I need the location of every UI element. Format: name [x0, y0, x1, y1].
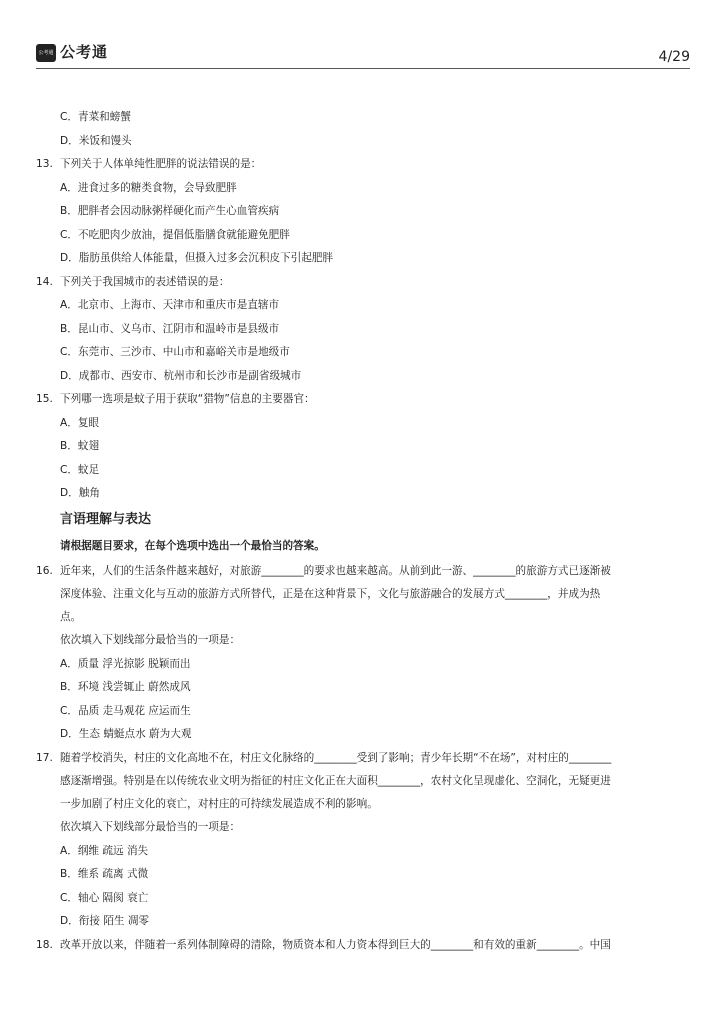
option-a — [36, 656, 690, 680]
option-text: 米饭和馒头 — [78, 134, 132, 147]
question-text-line: 点。 — [60, 611, 82, 623]
option-text: 维系 疏离 式微 — [77, 868, 149, 880]
option-letter: B． — [60, 440, 78, 452]
question-18 — [36, 937, 690, 961]
question-16 — [36, 563, 690, 587]
option-text: 触角 — [78, 487, 100, 499]
prompt-text: 依次填入下划线部分最恰当的一项是： — [60, 634, 241, 646]
question-text-line: 感逐渐增强。特别是在以传统农业文明为指征的村庄文化正在大面积________，农村文化呈现虚化、空洞化，无疑更进 — [60, 775, 611, 787]
option-text: 纲维 疏远 消失 — [77, 844, 149, 857]
option-text: 青菜和螃蟹 — [78, 111, 131, 123]
option-c — [36, 109, 690, 133]
option-letter: B． — [60, 205, 78, 217]
option-b — [36, 203, 690, 227]
question-text: 下列关于人体单纯性肥胖的说法错误的是： — [60, 158, 262, 170]
option-letter: D． — [60, 369, 79, 382]
option-c — [36, 703, 690, 727]
option-c — [36, 344, 690, 368]
page-number: 4/29 — [658, 49, 690, 65]
option-text: 脂肪虽供给人体能量，但摄入过多会沉积皮下引起肥胖 — [78, 252, 334, 264]
header-divider — [36, 68, 690, 69]
option-d — [36, 726, 690, 750]
question-number: 13. — [36, 158, 53, 170]
option-d — [36, 368, 690, 392]
question-15 — [36, 391, 690, 415]
question-text: 下列哪一选项是蚊子用于获取“猎物”信息的主要器官： — [60, 393, 315, 405]
option-text: 蚊翅 — [77, 440, 100, 452]
option-a — [36, 415, 690, 439]
prompt-text: 依次填入下划线部分最恰当的一项是： — [60, 821, 241, 833]
option-d — [36, 250, 690, 274]
option-b — [36, 679, 690, 703]
option-letter: C． — [60, 463, 78, 476]
option-letter: A． — [60, 181, 78, 194]
question-17 — [36, 750, 690, 774]
option-text: 复眼 — [77, 416, 100, 429]
question-number: 17. — [36, 751, 53, 764]
logo-text: 公考通 — [60, 43, 109, 61]
document-body — [36, 109, 690, 960]
question-number: 16. — [36, 564, 53, 577]
option-letter: B． — [60, 322, 78, 335]
option-letter: A． — [60, 416, 78, 429]
option-letter: C． — [60, 704, 78, 717]
option-text: 东莞市、三沙市、中山市和嘉峪关市是地级市 — [78, 346, 290, 358]
question-text-line: 改革开放以来，伴随着一系列体制障碍的清除，物质资本和人力资本得到巨大的________和有效的重新________。中国 — [60, 938, 611, 951]
question-number: 14. — [36, 275, 53, 288]
option-c — [36, 227, 690, 251]
section-title: 言语理解与表达 — [60, 511, 152, 527]
page-header — [36, 40, 690, 70]
option-letter: C． — [60, 891, 78, 904]
option-text: 质量 浮光掠影 脱颖而出 — [77, 657, 191, 670]
question-13 — [36, 156, 690, 180]
question-text-line: 近年来，人们的生活条件越来越好，对旅游________的要求也越来越高。从前到此一游、________的旅游方式已逐渐被 — [60, 564, 611, 577]
option-letter: B． — [60, 681, 78, 693]
option-a — [36, 180, 690, 204]
question-prompt — [36, 819, 690, 843]
option-b — [36, 438, 690, 462]
option-text: 北京市、上海市、天津市和重庆市是直辖市 — [77, 299, 280, 311]
option-b — [36, 321, 690, 345]
option-letter: D． — [60, 252, 79, 264]
question-number: 18. — [36, 938, 53, 951]
option-text: 轴心 隔阂 衰亡 — [78, 891, 149, 904]
option-letter: D． — [60, 487, 79, 499]
option-text: 成都市、西安市、杭州市和长沙市是副省级城市 — [78, 369, 302, 382]
question-prompt — [36, 632, 690, 656]
option-text: 生态 蜻蜓点水 蔚为大观 — [78, 728, 192, 740]
option-letter: A． — [60, 844, 78, 857]
option-d — [36, 133, 690, 157]
option-text: 环境 浅尝辄止 蔚然成风 — [77, 681, 191, 693]
option-text: 衔接 陌生 凋零 — [78, 915, 150, 927]
option-letter: A． — [60, 299, 78, 311]
section-instruction: 请根据题目要求，在每个选项中选出一个最恰当的答案。 — [60, 539, 325, 552]
question-text: 下列关于我国城市的表述错误的是： — [60, 275, 230, 288]
option-letter: D． — [60, 134, 79, 147]
option-text: 品质 走马观花 应运而生 — [78, 704, 191, 717]
option-text: 不吃肥肉少放油，提倡低脂膳食就能避免肥胖 — [78, 228, 290, 241]
option-letter: A． — [60, 657, 78, 670]
option-c — [36, 890, 690, 914]
option-d — [36, 485, 690, 509]
option-text: 进食过多的糖类食物，会导致肥胖 — [77, 181, 237, 194]
question-text-line: 一步加剧了村庄文化的衰亡，对村庄的可持续发展造成不利的影响。 — [60, 798, 378, 810]
question-number: 15. — [36, 393, 53, 405]
option-letter: B． — [60, 868, 78, 880]
option-letter: C． — [60, 228, 78, 241]
option-d — [36, 913, 690, 937]
option-c — [36, 462, 690, 486]
option-letter: C． — [60, 111, 78, 123]
option-a — [36, 843, 690, 867]
option-text: 肥胖者会因动脉粥样硬化而产生心血管疾病 — [77, 205, 280, 217]
option-a — [36, 297, 690, 321]
option-letter: C． — [60, 346, 78, 358]
option-letter: D． — [60, 728, 79, 740]
option-b — [36, 866, 690, 890]
question-text-line: 深度体验、注重文化与互动的旅游方式所替代，正是在这种背景下，文化与旅游融合的发展方式________，并成为热 — [60, 588, 601, 600]
option-text: 昆山市、义乌市、江阴市和温岭市是县级市 — [77, 322, 280, 335]
option-letter: D． — [60, 915, 79, 927]
question-text-line: 随着学校消失，村庄的文化高地不在，村庄文化脉络的________受到了影响；青少年长期“不在场”，对村庄的________ — [60, 751, 612, 764]
option-text: 蚊足 — [78, 463, 100, 476]
question-14 — [36, 274, 690, 298]
logo-mark: 公考通 — [36, 44, 56, 62]
